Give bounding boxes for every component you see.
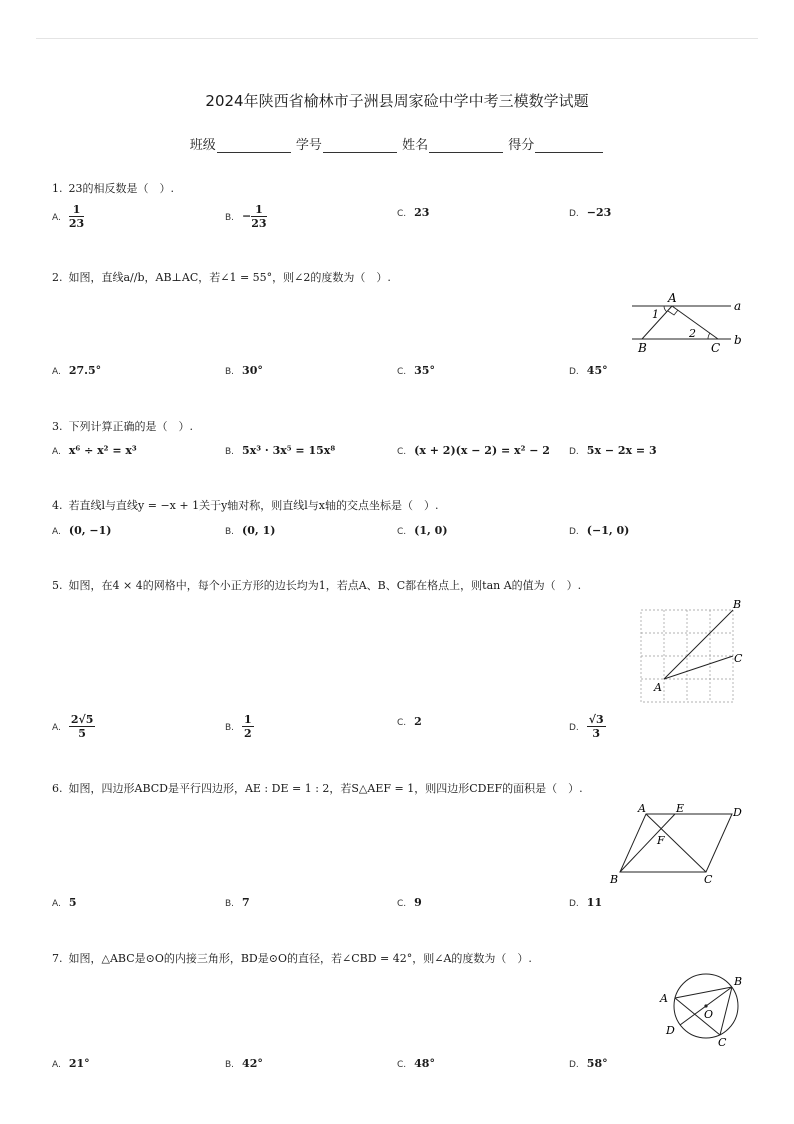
segment-ac	[675, 998, 720, 1035]
question-1	[52, 180, 174, 196]
option-letter: B.	[225, 527, 235, 537]
q2-option-a[interactable]	[52, 364, 101, 377]
question-text: 如图，△ABC是⊙O的内接三角形，BD是⊙O的直径，若∠CBD = 42°，则∠A的度数为（ ）.	[68, 952, 532, 965]
option-letter: B.	[225, 447, 235, 457]
option-letter: D.	[569, 527, 579, 537]
q2-parallel-lines-figure	[628, 288, 758, 356]
option-letter: B.	[225, 212, 235, 223]
fraction	[69, 713, 96, 740]
option-letter: B.	[225, 367, 235, 377]
q5-option-a[interactable]	[52, 713, 95, 740]
question-text: 下列计算正确的是（ ）.	[68, 420, 193, 433]
option-letter: D.	[569, 1060, 579, 1070]
question-text: 23的相反数是（ ）.	[68, 182, 174, 195]
option-value: 48°	[414, 1057, 435, 1070]
question-text: 若直线l与直线y = −x + 1关于y轴对称，则直线l与x轴的交点坐标是（ ）.	[68, 499, 439, 512]
id-label: 学号	[295, 138, 322, 153]
option-value: 30°	[242, 364, 263, 377]
denominator: 2	[244, 727, 252, 740]
label-B: B	[610, 873, 619, 886]
denominator: 23	[251, 217, 267, 230]
option-letter: B.	[225, 899, 235, 909]
q1-option-d[interactable]	[569, 206, 611, 219]
denominator: 23	[68, 217, 85, 230]
q3-option-c[interactable]	[397, 444, 550, 457]
score-label: 得分	[508, 138, 535, 153]
segment-ac	[664, 656, 733, 679]
q1-option-c[interactable]	[397, 206, 429, 219]
option-letter: C.	[397, 209, 407, 219]
class-label: 班级	[189, 138, 216, 153]
q6-option-c[interactable]	[397, 896, 422, 909]
option-value: 11	[586, 896, 603, 909]
angle-2-arc	[708, 333, 710, 339]
minus-sign: −	[242, 209, 252, 223]
fraction	[251, 203, 266, 230]
question-7	[52, 950, 532, 966]
question-text: 如图，四边形ABCD是平行四边形，AE : DE = 1 : 2，若S△AEF = 1，则四边形CDEF的面积是（ ）.	[68, 782, 583, 795]
option-value: −23	[586, 206, 612, 219]
label-angle-1: 1	[652, 308, 659, 321]
right-angle-mark	[668, 310, 678, 315]
q3-option-b[interactable]	[225, 444, 335, 457]
question-5	[52, 577, 581, 593]
q7-option-a[interactable]	[52, 1057, 90, 1070]
name-label: 姓名	[402, 138, 429, 153]
option-letter: D.	[569, 447, 579, 457]
label-B: B	[638, 341, 647, 355]
q1-option-a[interactable]	[52, 203, 84, 230]
question-2	[52, 269, 391, 285]
numerator: 2√5	[70, 713, 94, 726]
q3-option-d[interactable]	[569, 444, 657, 457]
option-value: x⁶ ÷ x² = x³	[68, 444, 137, 457]
option-letter: A.	[52, 367, 61, 377]
option-letter: A.	[52, 527, 61, 537]
q6-option-a[interactable]	[52, 896, 77, 909]
segment-be	[620, 814, 675, 872]
diagonal-ac	[646, 814, 706, 872]
question-number: 6.	[52, 782, 63, 795]
option-value: 5	[68, 896, 77, 909]
denominator: 5	[78, 727, 86, 740]
question-text: 如图，在4 × 4的网格中，每个小正方形的边长均为1，若点A、B、C都在格点上，则tan A的值为（ ）.	[68, 579, 582, 592]
label-a: a	[734, 299, 742, 313]
option-letter: B.	[225, 722, 235, 733]
q7-option-c[interactable]	[397, 1057, 435, 1070]
label-B: B	[733, 598, 742, 611]
option-value: 45°	[586, 364, 608, 377]
option-letter: B.	[225, 1060, 235, 1070]
option-letter: A.	[52, 447, 61, 457]
option-letter: A.	[52, 899, 61, 909]
q4-option-a[interactable]	[52, 524, 111, 537]
label-E: E	[676, 802, 685, 815]
option-letter: D.	[569, 722, 579, 733]
q7-option-d[interactable]	[569, 1057, 608, 1070]
option-value: 42°	[242, 1057, 263, 1070]
question-text: 如图，直线a//b，AB⊥AC，若∠1 = 55°，则∠2的度数为（ ）.	[68, 271, 391, 284]
fraction	[69, 203, 84, 230]
q2-option-c[interactable]	[397, 364, 435, 377]
option-value: 23	[414, 206, 430, 219]
question-number: 1.	[52, 182, 63, 195]
option-letter: D.	[569, 367, 579, 377]
class-blank	[217, 138, 291, 153]
option-value: 21°	[68, 1057, 90, 1070]
q5-option-d[interactable]	[569, 713, 606, 740]
label-A: A	[660, 992, 668, 1005]
option-letter: C.	[397, 718, 407, 728]
q4-option-b[interactable]	[225, 524, 275, 537]
option-value: 5x − 2x = 3	[586, 444, 657, 457]
label-C: C	[734, 652, 743, 665]
option-letter: D.	[569, 209, 579, 219]
label-F: F	[657, 834, 665, 847]
option-value: 7	[242, 896, 250, 909]
label-A: A	[668, 291, 677, 305]
option-value: (−1, 0)	[586, 524, 630, 537]
name-blank	[429, 138, 503, 153]
numerator: 1	[251, 203, 266, 217]
q4-option-c[interactable]	[397, 524, 448, 537]
segment-ab	[664, 610, 733, 679]
question-6	[52, 780, 583, 796]
option-value: 5x³ · 3x⁵ = 15x⁸	[242, 444, 336, 457]
option-letter: A.	[52, 1060, 61, 1070]
q3-option-a[interactable]	[52, 444, 137, 457]
option-letter: A.	[52, 212, 61, 223]
question-3	[52, 418, 193, 434]
student-info-line	[0, 134, 794, 153]
label-A: A	[654, 681, 662, 694]
option-letter: D.	[569, 899, 579, 909]
denominator: 3	[592, 727, 601, 740]
q2-option-d[interactable]	[569, 364, 608, 377]
question-number: 3.	[52, 420, 63, 433]
label-b: b	[734, 333, 742, 347]
q2-option-b[interactable]	[225, 364, 263, 377]
fraction	[587, 713, 606, 740]
option-letter: C.	[397, 1060, 407, 1070]
score-blank	[535, 138, 603, 153]
label-D: D	[733, 806, 742, 819]
option-value: 35°	[414, 364, 435, 377]
label-C: C	[704, 873, 713, 886]
question-number: 4.	[52, 499, 63, 512]
option-value: (x + 2)(x − 2) = x² − 2	[414, 444, 550, 457]
option-value: 27.5°	[68, 364, 102, 377]
label-A: A	[638, 802, 646, 815]
fraction	[242, 713, 254, 740]
q5-option-c[interactable]	[397, 715, 422, 728]
header-rule	[36, 38, 758, 39]
q5-option-b[interactable]	[225, 713, 254, 740]
question-number: 5.	[52, 579, 63, 592]
option-letter: C.	[397, 899, 407, 909]
q4-option-d[interactable]	[569, 524, 629, 537]
q7-option-b[interactable]	[225, 1057, 263, 1070]
label-C: C	[718, 1036, 727, 1049]
label-D: D	[666, 1024, 675, 1037]
option-value: (0, −1)	[68, 524, 112, 537]
label-B: B	[734, 975, 743, 988]
option-value: 2	[414, 715, 422, 728]
q6-parallelogram-figure	[606, 800, 756, 888]
question-4	[52, 497, 439, 513]
q1-option-b[interactable]	[225, 203, 267, 230]
option-value: 58°	[586, 1057, 608, 1070]
id-blank	[323, 138, 397, 153]
q5-grid-figure	[636, 596, 756, 708]
numerator: 1	[69, 203, 84, 217]
question-number: 2.	[52, 271, 63, 284]
option-value: 9	[414, 896, 422, 909]
exam-title: 2024年陕西省榆林市子洲县周家硷中学中考三模数学试题	[205, 92, 589, 110]
option-value: (0, 1)	[242, 524, 276, 537]
option-value: (1, 0)	[414, 524, 448, 537]
q7-circle-figure	[654, 968, 754, 1052]
q6-option-b[interactable]	[225, 896, 250, 909]
option-letter: C.	[397, 447, 407, 457]
option-letter: C.	[397, 367, 407, 377]
numerator: √3	[588, 713, 604, 726]
label-angle-2: 2	[689, 327, 696, 340]
label-O: O	[704, 1008, 714, 1021]
option-letter: A.	[52, 722, 61, 733]
angle-1-arc	[664, 306, 667, 312]
question-number: 7.	[52, 952, 63, 965]
option-letter: C.	[397, 527, 407, 537]
q6-option-d[interactable]	[569, 896, 602, 909]
label-C: C	[711, 341, 721, 355]
numerator: 1	[244, 713, 252, 726]
segment-ab	[675, 987, 732, 998]
